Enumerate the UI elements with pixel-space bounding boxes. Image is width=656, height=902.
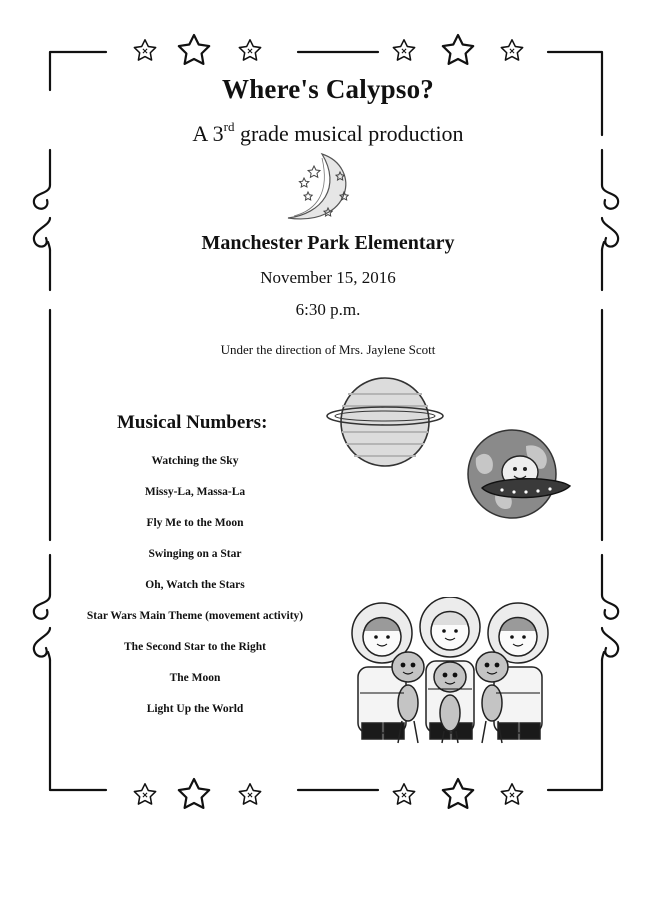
school-name: Manchester Park Elementary [201,232,455,254]
star-icon [443,35,473,64]
director-credit: Under the direction of Mrs. Jaylene Scott [220,342,436,357]
song-item: Missy-La, Massa-La [144,486,246,498]
star-icon [393,40,414,60]
star-icon [134,40,155,60]
song-list [70,453,320,732]
star-icon [501,784,522,804]
song-item: The Second Star to the Right [124,641,266,653]
star-icon [443,779,473,808]
song-item: Star Wars Main Theme (movement activity) [86,610,304,622]
star-icon [239,40,260,60]
song-item: Swinging on a Star [148,548,242,560]
song-item: Light Up the World [146,703,244,715]
moon-icon [282,152,362,232]
star-icon [393,784,414,804]
planet-icon [326,370,444,475]
page-title: Where's Calypso? [222,74,434,104]
star-icon [239,784,260,804]
star-icon [501,40,522,60]
alien-spaceship-icon [456,428,572,522]
musical-numbers-heading: Musical Numbers: [117,412,268,433]
event-date: November 15, 2016 [260,268,396,287]
star-icon [179,779,209,808]
song-item: Fly Me to the Moon [146,517,244,529]
event-time: 6:30 p.m. [295,300,361,319]
star-icon [134,784,155,804]
subtitle: A 3rd grade musical production [192,119,464,146]
star-icon [179,35,209,64]
astronauts-and-aliens-icon [350,597,554,745]
song-item: The Moon [169,672,221,684]
song-item: Watching the Sky [151,455,239,467]
song-item: Oh, Watch the Stars [145,579,245,591]
